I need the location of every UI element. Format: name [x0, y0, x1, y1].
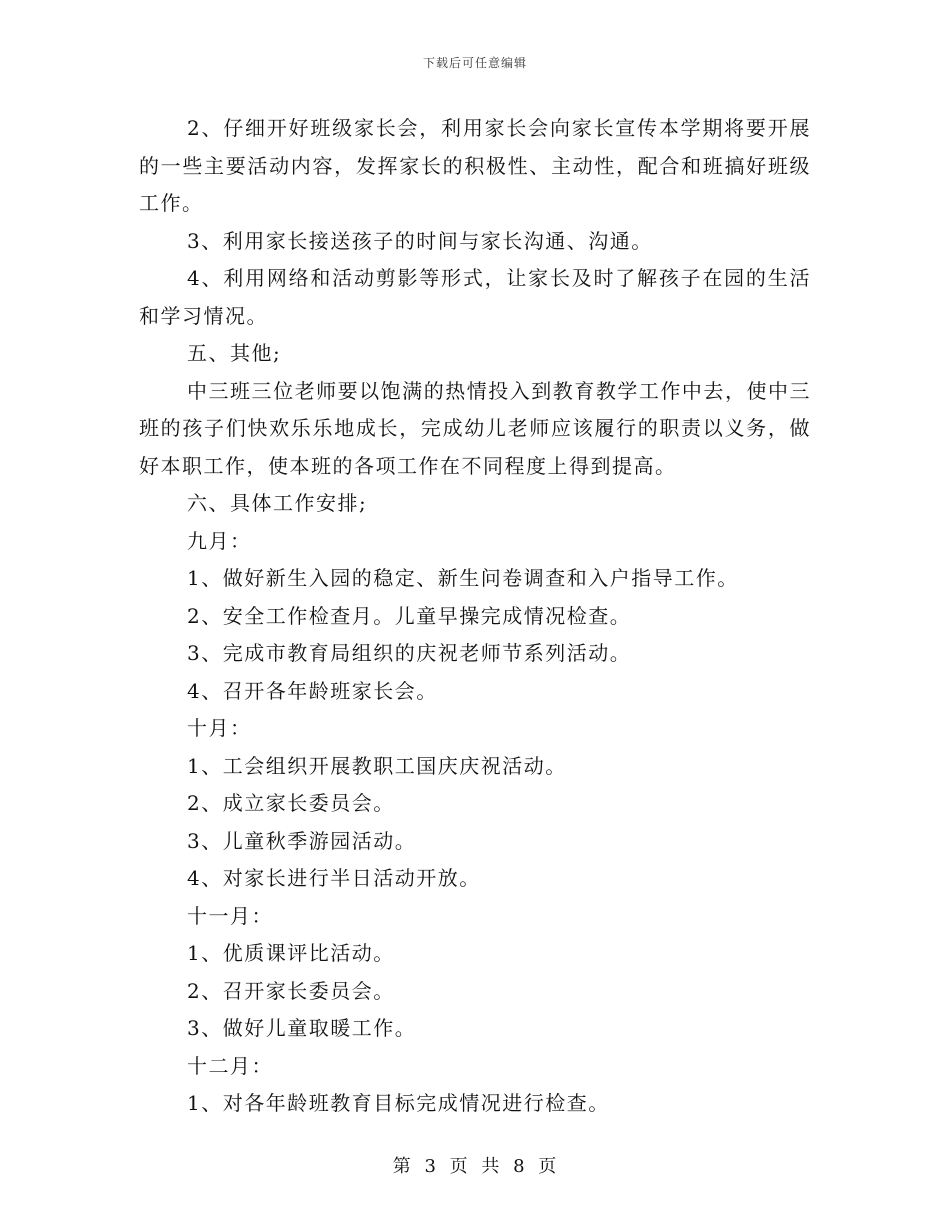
month-heading-september: 九月：	[187, 528, 252, 553]
list-item: 3、做好儿童取暖工作。	[187, 1016, 417, 1040]
list-item: 2、安全工作检查月。儿童早操完成情况检查。	[187, 603, 632, 628]
paragraph-parent-communication: 3、利用家长接送孩子的时间与家长沟通、沟通。	[187, 228, 653, 253]
list-item: 2、成立家长委员会。	[187, 791, 395, 815]
list-item: 1、做好新生入园的稳定、新生问卷调查和入户指导工作。	[187, 566, 739, 590]
paragraph-teachers-commitment: 中三班三位老师要以饱满的热情投入到教育教学工作中去，使中三班的孩子们快欢乐乐地成长，完成幼儿老师应该履行的职责以义务，做好本职工作，使本班的各项工作在不同程度上得到提高。	[139, 378, 811, 478]
list-item: 3、完成市教育局组织的庆祝老师节系列活动。	[187, 641, 632, 665]
paragraph-parent-meeting: 2、仔细开好班级家长会，利用家长会向家长宣传本学期将要开展的一些主要活动内容，发挥家长的积极性、主动性，配合和班搞好班级工作。	[139, 116, 811, 215]
list-item: 3、儿童秋季游园活动。	[187, 828, 417, 853]
month-heading-november: 十一月：	[187, 903, 273, 928]
list-item: 1、优质课评比活动。	[187, 941, 395, 965]
list-item: 1、工会组织开展教职工国庆庆祝活动。	[187, 753, 567, 778]
month-heading-december: 十二月：	[187, 1053, 273, 1078]
list-item: 1、对各年龄班教育目标完成情况进行检查。	[187, 1091, 610, 1115]
document-body	[139, 110, 811, 1123]
section-heading-other: 五、其他;	[187, 341, 282, 365]
month-heading-october: 十月：	[187, 716, 252, 740]
paragraph-network-photos: 4、利用网络和活动剪影等形式，让家长及时了解孩子在园的生活和学习情况。	[139, 266, 811, 328]
list-item: 2、召开家长委员会。	[187, 978, 395, 1003]
list-item: 4、召开各年龄班家长会。	[187, 678, 438, 703]
list-item: 4、对家长进行半日活动开放。	[187, 866, 481, 890]
page-number-footer: 第 3 页 共 8 页	[392, 1156, 558, 1177]
header-note: 下载后可任意编辑	[422, 56, 527, 70]
section-heading-schedule: 六、具体工作安排;	[187, 491, 368, 515]
